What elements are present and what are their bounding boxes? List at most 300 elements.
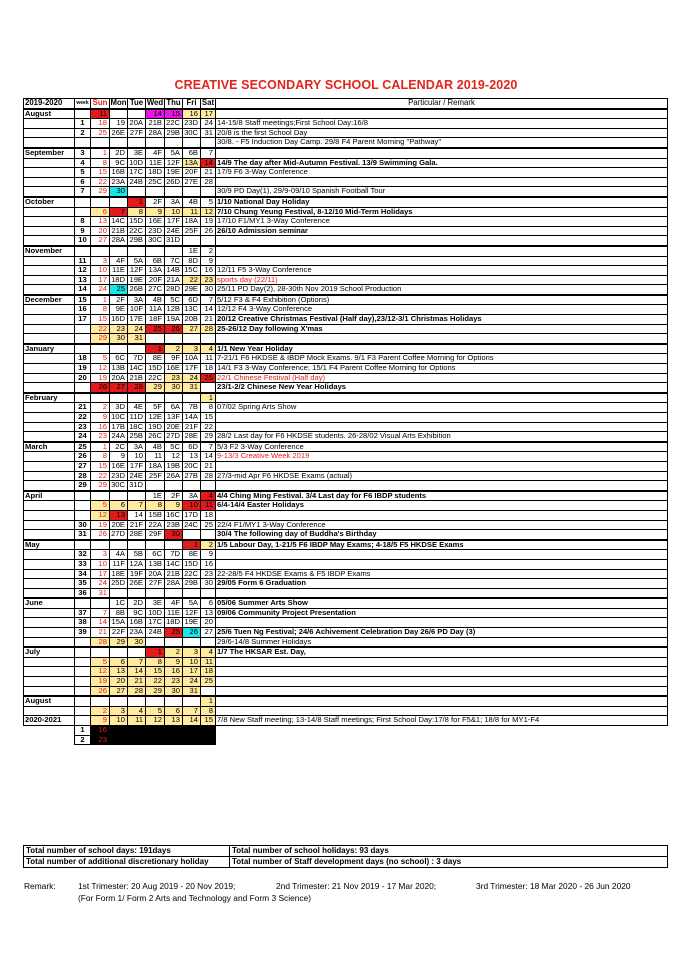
day-cell-sat: 20 [201,618,216,628]
day-cell-wed [146,187,165,197]
day-cell-thu: 2F [165,491,183,501]
week-number: 8 [75,217,91,227]
remark-text [216,393,668,403]
day-cell-wed: 8E [146,354,165,364]
day-cell-mon: 17B [110,422,128,432]
day-cell-thu: 21B [165,569,183,579]
calendar-row [24,530,668,540]
day-cell-mon: 20 [110,677,128,687]
day-cell-sun: 18 [91,119,110,129]
day-cell-tue [128,187,146,197]
day-cell-wed: 28A [146,128,165,138]
day-cell-sun: 1 [91,148,110,158]
day-cell-thu: 7D [165,550,183,560]
day-cell-tue: 21F [128,520,146,530]
month-label [24,119,75,129]
day-cell-fri: 10A [183,354,201,364]
day-cell-fri: 14A [183,413,201,423]
day-cell-sat: 11 [201,354,216,364]
remark-text [216,109,668,119]
remark-text [216,657,668,667]
week-number: 17 [75,315,91,325]
day-cell-sat: 4 [201,491,216,501]
week-number: 1 [75,119,91,129]
week-number [75,383,91,393]
day-cell-sun: 15 [91,461,110,471]
day-cell-sun [91,246,110,256]
day-cell-sun: 23 [91,735,110,745]
calendar-row [24,217,668,227]
week-number [75,540,91,550]
week-number: 28 [75,471,91,481]
calendar-row [24,559,668,569]
calendar-row [24,569,668,579]
remark-text [216,696,668,706]
day-cell-sun: 22 [91,471,110,481]
month-label [24,177,75,187]
day-cell-sat: 27 [201,628,216,638]
day-cell-fri: 31 [183,686,201,696]
day-cell-sat: 2 [201,246,216,256]
day-cell-sat: 21 [201,168,216,178]
day-cell-tue: 21B [128,373,146,383]
calendar-row [24,432,668,442]
day-cell-sun: 9 [91,413,110,423]
calendar-row [24,383,668,393]
day-cell-sat [201,236,216,246]
remark-text: 5/3 F2 3-Way Conference [216,442,668,452]
week-number: 39 [75,628,91,638]
day-cell-fri: 24 [183,373,201,383]
week-number: 31 [75,530,91,540]
calendar-row [24,598,668,608]
day-cell-wed: 15B [146,510,165,520]
day-cell-fri: 6B [183,148,201,158]
day-cell-wed: 23D [146,226,165,236]
day-cell-sat [201,637,216,647]
day-cell-wed [146,246,165,256]
day-cell-fri [183,187,201,197]
day-cell-thu [165,735,183,745]
day-cell-wed [146,138,165,148]
week-number: 27 [75,461,91,471]
day-cell-thu [165,334,183,344]
day-cell-mon: 2D [110,148,128,158]
day-cell-tue: 27F [128,128,146,138]
day-cell-fri [183,637,201,647]
calendar-row [24,540,668,550]
calendar-row [24,344,668,354]
calendar-row [24,550,668,560]
day-cell-fri [183,138,201,148]
calendar-row [24,588,668,598]
week-number [75,246,91,256]
day-cell-sun: 24 [91,285,110,295]
week-number: 7 [75,187,91,197]
month-label: August [24,696,75,706]
day-cell-wed: 25F [146,471,165,481]
day-cell-fri [183,588,201,598]
day-cell-wed: 19D [146,422,165,432]
day-cell-wed: 18F [146,315,165,325]
month-label: June [24,598,75,608]
day-cell-sun: 22 [91,324,110,334]
day-cell-sun: 8 [91,452,110,462]
week-number: 12 [75,266,91,276]
day-cell-fri: 3A [183,491,201,501]
calendar-row [24,422,668,432]
day-cell-tue: 7 [128,657,146,667]
remark-text: 14/9 The day after Mid-Autumn Festival. 13/9 Swimming Gala. [216,158,668,168]
month-label: May [24,540,75,550]
day-cell-tue: 26B [128,285,146,295]
calendar-row [24,471,668,481]
remark-text: 22-28/5 F4 HKDSE Exams & F5 IBDP Exams [216,569,668,579]
week-number: 32 [75,550,91,560]
week-number: 24 [75,432,91,442]
day-cell-sat: 21 [201,461,216,471]
month-label: January [24,344,75,354]
day-cell-thu [165,637,183,647]
remark-text [216,618,668,628]
remark-text: 30/4 The following day of Buddha's Birthday [216,530,668,540]
day-cell-sun [91,696,110,706]
day-cell-mon [110,588,128,598]
day-cell-fri [183,481,201,491]
week-number: 6 [75,177,91,187]
month-label [24,530,75,540]
remark-text: 17/9 F6 3-Way Conference [216,168,668,178]
day-cell-sat [201,187,216,197]
remark-text: 29/6-14/8 Summer Holidays [216,637,668,647]
day-cell-sun: 25 [91,128,110,138]
day-cell-sat: 14 [201,158,216,168]
day-cell-thu: 20E [165,422,183,432]
week-number: 15 [75,295,91,305]
day-cell-fri: 11 [183,207,201,217]
month-label: July [24,647,75,657]
day-cell-mon: 7 [110,207,128,217]
day-cell-thu: 17F [165,217,183,227]
day-cell-wed [146,334,165,344]
remark-text: 4/4 Ching Ming Festival. 3/4 Last day for F6 IBDP students [216,491,668,501]
remark-text [216,334,668,344]
week-number: 20 [75,373,91,383]
week-number [75,696,91,706]
day-cell-thu: 19E [165,168,183,178]
day-cell-thu: 9 [165,501,183,511]
week-number: 5 [75,168,91,178]
remark-text: 22/1 Chinese Festival (Half day) [216,373,668,383]
day-cell-mon: 14C [110,217,128,227]
month-label: November [24,246,75,256]
header-mon: Mon [110,98,127,107]
month-label: December [24,295,75,305]
day-cell-fri: 26 [183,628,201,638]
day-cell-tue: 28 [128,383,146,393]
week-number [75,657,91,667]
day-cell-tue [128,344,146,354]
day-cell-wed: 18D [146,168,165,178]
month-label [24,275,75,285]
week-number: 37 [75,608,91,618]
day-cell-thu: 30 [165,530,183,540]
month-label: February [24,393,75,403]
day-cell-wed: 13B [146,559,165,569]
header-week: week [75,99,91,109]
day-cell-mon: 30C [110,481,128,491]
day-cell-thu: 24E [165,226,183,236]
day-cell-fri: 5A [183,598,201,608]
remark-text: 1/7 The HKSAR Est. Day, [216,647,668,657]
day-cell-wed: 30C [146,236,165,246]
day-cell-sat: 14 [201,452,216,462]
day-cell-sat: 13 [201,608,216,618]
day-cell-sun [91,393,110,403]
day-cell-mon: 3D [110,403,128,413]
day-cell-fri: 21F [183,422,201,432]
remark-text: 09/06 Community Project Presentation [216,608,668,618]
day-cell-tue: 19F [128,569,146,579]
day-cell-sat: 1 [201,696,216,706]
remark-text: 25/11 PD Day(2), 28-30th Nov 2019 School Production [216,285,668,295]
month-label [24,588,75,598]
day-cell-sat: 16 [201,266,216,276]
month-label: April [24,491,75,501]
month-label [24,461,75,471]
day-cell-wed: 5F [146,403,165,413]
day-cell-fri: 22 [183,275,201,285]
calendar-row [24,481,668,491]
header-sun: Sun [91,99,110,109]
day-cell-wed: 22 [146,677,165,687]
day-cell-sat: 25 [201,677,216,687]
calendar-row [24,452,668,462]
day-cell-wed [146,735,165,745]
week-number: 3 [75,148,91,158]
week-number [75,510,91,520]
day-cell-sun: 8 [91,158,110,168]
day-cell-tue: 12A [128,559,146,569]
day-cell-fri: 3 [183,647,201,657]
day-cell-fri: 15D [183,559,201,569]
day-cell-thu: 6 [165,706,183,716]
day-cell-thu [165,481,183,491]
day-cell-mon: 27 [110,686,128,696]
remark-text [216,481,668,491]
week-number: 19 [75,364,91,374]
day-cell-tue: 10 [128,452,146,462]
remark-text [216,510,668,520]
day-cell-wed: 27F [146,579,165,589]
day-cell-sun: 23 [91,432,110,442]
week-number [75,324,91,334]
day-cell-wed: 29 [146,383,165,393]
day-cell-sun: 1 [91,442,110,452]
day-cell-sat: 14 [201,305,216,315]
month-label [24,305,75,315]
day-cell-fri [183,334,201,344]
day-cell-sun: 2 [91,403,110,413]
day-cell-thu: 28D [165,285,183,295]
day-cell-wed: 8 [146,501,165,511]
day-cell-mon: 9C [110,158,128,168]
day-cell-tue: 14 [128,510,146,520]
day-cell-sun [91,491,110,501]
week-number [75,501,91,511]
day-cell-fri: 8E [183,550,201,560]
month-label [24,432,75,442]
month-label [24,735,75,745]
day-cell-thu [165,187,183,197]
remark-text [216,550,668,560]
day-cell-thu: 30 [165,383,183,393]
total-school-days: Total number of school days: 191days [24,846,230,857]
day-cell-tue: 19E [128,275,146,285]
week-number: 18 [75,354,91,364]
header-2019-2020: 2019-2020 [24,99,75,109]
calendar-row [24,491,668,501]
month-label: September [24,148,75,158]
month-label: March [24,442,75,452]
remark-text [216,236,668,246]
day-cell-mon: 13 [110,510,128,520]
remark-text [216,588,668,598]
day-cell-tue: 8 [128,207,146,217]
day-cell-sun: 12 [91,364,110,374]
month-label [24,608,75,618]
day-cell-thu: 26A [165,471,183,481]
week-number: 36 [75,588,91,598]
day-cell-fri [183,530,201,540]
day-cell-wed [146,588,165,598]
day-cell-thu: 3A [165,197,183,207]
day-cell-thu: 5A [165,148,183,158]
day-cell-mon: 13 [110,667,128,677]
remark-text: 07/02 Spring Arts Show [216,403,668,413]
calendar-row [24,520,668,530]
month-label [24,364,75,374]
day-cell-fri: 18A [183,217,201,227]
day-cell-sat [201,383,216,393]
day-cell-wed [146,637,165,647]
day-cell-wed: 11E [146,158,165,168]
day-cell-wed [146,393,165,403]
remark-text [216,677,668,687]
week-number: 26 [75,452,91,462]
day-cell-thu: 21A [165,275,183,285]
day-cell-mon: 4F [110,256,128,266]
day-cell-fri [183,236,201,246]
remark-text: 28/2 Last day for F6 HKDSE students. 26-28/02 Visual Arts Exhibition [216,432,668,442]
calendar-row [24,109,668,119]
remark-text: 29/05 Form 6 Graduation [216,579,668,589]
day-cell-sun: 28 [91,637,110,647]
day-cell-fri: 4B [183,197,201,207]
day-cell-wed: 10D [146,608,165,618]
day-cell-tue: 9C [128,608,146,618]
month-label [24,657,75,667]
week-number [75,197,91,207]
day-cell-thu: 14C [165,559,183,569]
day-cell-mon: 30 [110,334,128,344]
day-cell-thu: 23B [165,520,183,530]
day-cell-tue: 3A [128,295,146,305]
day-cell-fri: 31 [183,383,201,393]
month-label [24,550,75,560]
day-cell-wed [146,726,165,736]
calendar-row [24,275,668,285]
day-cell-thu: 2 [165,647,183,657]
remark-text: 6/4-14/4 Easter Holidays [216,501,668,511]
calendar-row [24,138,668,148]
day-cell-thu: 5C [165,295,183,305]
header-row [24,99,668,109]
day-cell-tue [128,109,146,119]
day-cell-fri: 1 [183,540,201,550]
day-cell-mon: 21B [110,226,128,236]
day-cell-fri: 20F [183,168,201,178]
day-cell-tue: 5B [128,550,146,560]
day-cell-sat: 28 [201,324,216,334]
day-cell-sat: 28 [201,471,216,481]
day-cell-fri: 13A [183,158,201,168]
week-number [75,393,91,403]
month-label [24,236,75,246]
day-cell-thu: 23 [165,373,183,383]
day-cell-wed: 20F [146,275,165,285]
day-cell-sat: 12 [201,207,216,217]
day-cell-mon: 26E [110,128,128,138]
day-cell-fri: 1E [183,246,201,256]
day-cell-thu: 23 [165,677,183,687]
day-cell-wed: 20A [146,569,165,579]
day-cell-fri: 13C [183,305,201,315]
day-cell-mon: 13B [110,364,128,374]
day-cell-mon: 22F [110,628,128,638]
day-cell-mon: 28A [110,236,128,246]
remark-text: 30/8. - F5 Induction Day Camp. 29/8 F4 Parent Morning "Pathway" [216,138,668,148]
month-label [24,579,75,589]
day-cell-wed: 24B [146,628,165,638]
week-number [75,706,91,716]
day-cell-fri: 23D [183,119,201,129]
calendar-row [24,373,668,383]
day-cell-fri: 24 [183,677,201,687]
day-cell-sat: 16 [201,559,216,569]
day-cell-mon: 6 [110,501,128,511]
trimester-3: 3rd Trimester: 18 Mar 2020 - 26 Jun 2020 [476,881,631,891]
total-school-holidays: Total number of school holidays: 93 days [230,846,668,857]
day-cell-wed: 2F [146,197,165,207]
day-cell-mon [110,246,128,256]
day-cell-wed: 5 [146,706,165,716]
day-cell-wed: 6B [146,256,165,266]
day-cell-thu [165,726,183,736]
remark-text [216,177,668,187]
day-cell-mon [110,138,128,148]
day-cell-sat: 4 [201,344,216,354]
day-cell-sat: 6 [201,598,216,608]
month-label [24,217,75,227]
day-cell-sat: 15 [201,716,216,726]
day-cell-mon [110,726,128,736]
week-number: 30 [75,520,91,530]
remark-label: Remark: [24,881,56,891]
calendar-row [24,461,668,471]
day-cell-tue: 5A [128,256,146,266]
calendar-row [24,324,668,334]
